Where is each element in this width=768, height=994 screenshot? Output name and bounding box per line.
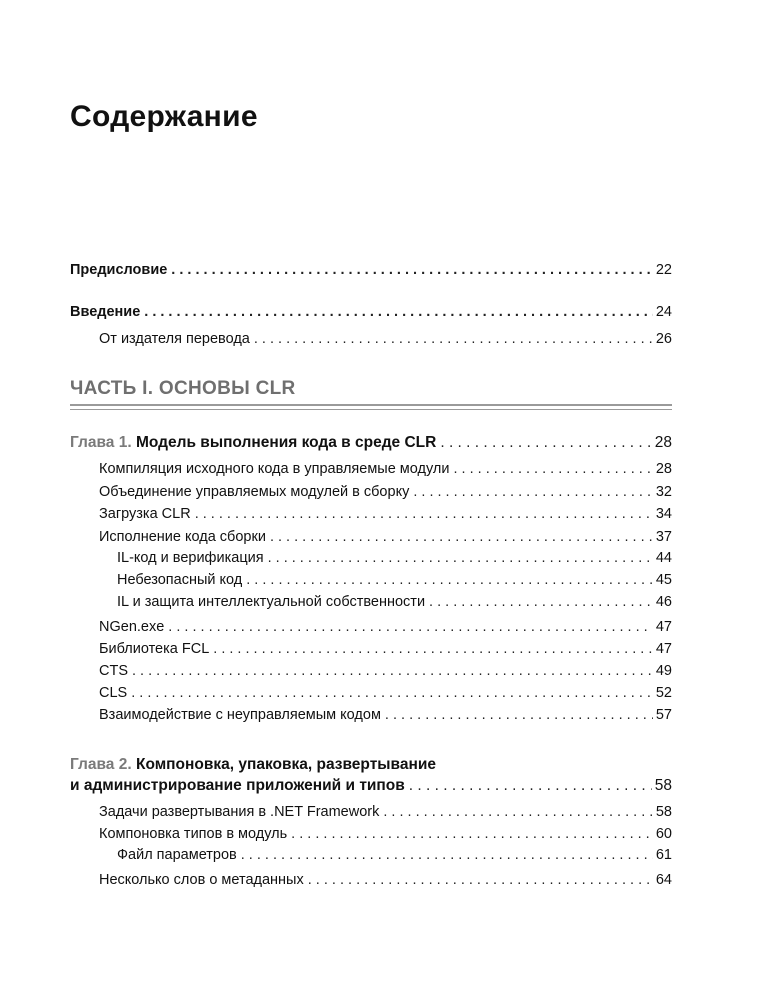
leader-dots	[308, 872, 653, 888]
leader-dots	[268, 550, 653, 566]
leader-dots	[291, 826, 653, 842]
toc-subentry[interactable]	[117, 550, 672, 566]
toc-entry-label: IL-код и верификация	[117, 550, 264, 566]
toc-page-number: 47	[655, 619, 672, 635]
toc-page-number: 58	[655, 804, 672, 820]
leader-dots	[241, 847, 653, 863]
toc-entry-preface[interactable]	[70, 262, 672, 278]
toc-entry-label: Предисловие	[70, 262, 168, 278]
chapter-title: Модель выполнения кода в среде CLR	[135, 434, 437, 451]
toc-entry-label: CTS	[99, 663, 128, 679]
toc-entry-label: Задачи развертывания в .NET Framework	[99, 804, 380, 820]
toc-page-number: 64	[655, 872, 672, 888]
toc-entry-introduction[interactable]	[70, 304, 672, 320]
toc-entry-label: CLS	[99, 685, 128, 701]
toc-page-number: 52	[655, 685, 672, 701]
toc-entry[interactable]	[99, 707, 672, 723]
toc-entry-label: IL и защита интеллектуальной собственности	[117, 594, 426, 610]
toc-subentry[interactable]	[117, 847, 672, 863]
toc-entry[interactable]	[99, 641, 672, 657]
leader-dots	[195, 506, 653, 522]
toc-page-number: 47	[655, 641, 672, 657]
toc-entry[interactable]	[99, 663, 672, 679]
chapter-title-continued: и администрирование приложений и типов	[70, 777, 405, 794]
toc-entry-label: Взаимодействие с неуправляемым кодом	[99, 707, 381, 723]
leader-dots	[270, 529, 653, 545]
toc-entry[interactable]	[99, 529, 672, 545]
leader-dots	[246, 572, 653, 588]
leader-dots	[171, 262, 653, 278]
toc-entry-label: Несколько слов о метаданных	[99, 872, 304, 888]
leader-dots	[429, 594, 653, 610]
toc-entry-label: Компоновка типов в модуль	[99, 826, 288, 842]
leader-dots	[409, 777, 652, 795]
toc-entry-label: Библиотека FCL	[99, 641, 210, 657]
toc-entry-label: Объединение управляемых модулей в сборку	[99, 484, 410, 500]
leader-dots	[132, 663, 653, 679]
toc-entry-publisher-note[interactable]	[99, 331, 672, 347]
toc-page-number: 28	[655, 461, 672, 477]
leader-dots	[254, 331, 653, 347]
toc-entry-label: NGen.exe	[99, 619, 165, 635]
toc-entry-label: Небезопасный код	[117, 572, 243, 588]
leader-dots	[385, 707, 653, 723]
leader-dots	[383, 804, 652, 820]
toc-entry[interactable]	[99, 685, 672, 701]
toc-subentry[interactable]	[117, 572, 672, 588]
leader-dots	[131, 685, 653, 701]
chapter-prefix: Глава 2.	[70, 756, 132, 773]
toc-page-number: 61	[655, 847, 672, 863]
leader-dots	[453, 461, 652, 477]
part-divider	[70, 404, 672, 406]
toc-page-number: 60	[655, 826, 672, 842]
toc-chapter-2[interactable]	[70, 777, 672, 795]
toc-page-number: 32	[655, 484, 672, 500]
leader-dots	[440, 434, 651, 452]
toc-entry[interactable]	[99, 804, 672, 820]
toc-subentry[interactable]	[117, 594, 672, 610]
toc-entry-label: Файл параметров	[117, 847, 237, 863]
toc-page-number: 57	[655, 707, 672, 723]
toc-entry-label: Исполнение кода сборки	[99, 529, 266, 545]
toc-page-number: 26	[655, 331, 672, 347]
part-heading: ЧАСТЬ I. ОСНОВЫ CLR	[70, 378, 296, 399]
toc-entry[interactable]	[99, 506, 672, 522]
toc-entry-label: От издателя перевода	[99, 331, 250, 347]
leader-dots	[144, 304, 653, 320]
leader-dots	[413, 484, 653, 500]
toc-entry-label: Загрузка CLR	[99, 506, 191, 522]
toc-chapter-1[interactable]	[70, 434, 672, 452]
toc-page-number: 46	[655, 594, 672, 610]
toc-page-number: 58	[654, 777, 672, 794]
toc-page-number: 24	[655, 304, 672, 320]
toc-page-number: 45	[655, 572, 672, 588]
toc-entry[interactable]	[99, 872, 672, 888]
chapter-title: Компоновка, упаковка, развертывание	[135, 756, 436, 773]
chapter-prefix: Глава 1.	[70, 434, 132, 451]
toc-entry[interactable]	[99, 826, 672, 842]
part-divider-thin	[70, 409, 672, 410]
toc-page-number: 44	[655, 550, 672, 566]
toc-page-number: 37	[655, 529, 672, 545]
toc-page-number: 28	[654, 434, 672, 451]
leader-dots	[213, 641, 653, 657]
toc-page-number: 49	[655, 663, 672, 679]
toc-page-number: 34	[655, 506, 672, 522]
toc-entry[interactable]	[99, 484, 672, 500]
leader-dots	[168, 619, 653, 635]
toc-entry-label: Компиляция исходного кода в управляемые модули	[99, 461, 450, 477]
page-title: Содержание	[70, 100, 258, 133]
toc-entry-label: Введение	[70, 304, 141, 320]
toc-page-number: 22	[655, 262, 672, 278]
toc-entry[interactable]	[99, 461, 672, 477]
toc-entry[interactable]	[99, 619, 672, 635]
toc-chapter-2-line1[interactable]	[70, 756, 436, 774]
